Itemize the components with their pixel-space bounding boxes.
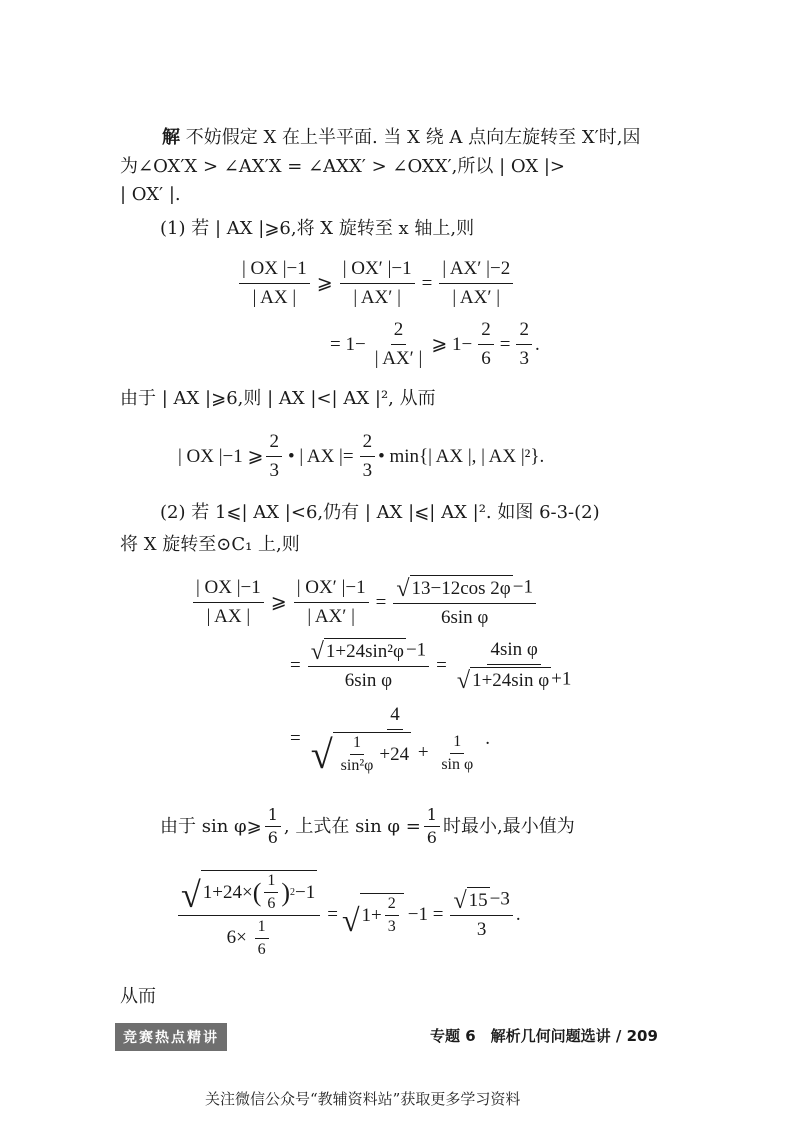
fraction: $\frac{2}{3}$ (360, 430, 376, 483)
fraction: $\frac{2}{3}$ (516, 318, 532, 371)
fraction: $\frac{| OX |-1}{| AX |}$ (239, 257, 310, 310)
part2-equation-3: = 4 √ $\frac{1}{\text{sin²φ}}$ +24 + $\frac{1}{\text{sin φ}}$ . (290, 704, 490, 777)
fraction: $\frac{1}{6}$ (265, 806, 281, 847)
intro-text-1: 不妨假定 X 在上半平面. 当 X 绕 A 点向左旋转至 X′时,因 (185, 127, 641, 148)
part2-heading: (2) 若 1⩽| AX |<6,仍有 | AX |⩽| AX |². 如图 6-3-(2) (160, 502, 600, 523)
radical: √ 1+24sin²φ (310, 639, 404, 665)
intro-text-2: 为∠OX′X > ∠AX′X = ∠AXX′ > ∠OXX′,所以 | OX |> (120, 156, 565, 177)
intro-text-3: | OX′ |. (120, 184, 181, 205)
part2-equation-1: $\frac{| OX |-1}{| AX |}$ ⩾ $\frac{| OX' |-1}{| AX' |}$ = √ 13−12cos 2φ −1 6sin φ (190, 575, 539, 630)
fraction: 4sin φ √ 1+24sin φ +1 (456, 639, 572, 694)
watermark-text: 关注微信公众号“教辅资料站”获取更多学习资料 (205, 1090, 521, 1108)
fraction: 4 √ $\frac{1}{\text{sin²φ}}$ +24 + $\frac{1}{\text{sin φ}}$ (308, 703, 483, 775)
part2-equation-4: √ 1+24× ( $\frac{1}{6}$ ) 2 −1 6× $\frac{1}{6}$ = √ 1+ $\frac{2}{3}$ −1 = √ 15 −3 3 . (175, 870, 521, 959)
radical: √ 1+ $\frac{2}{3}$ (342, 893, 404, 936)
section-badge: 竞赛热点精讲 (115, 1023, 227, 1051)
fraction: $\frac{| OX' |-1}{| AX' |}$ (340, 257, 415, 310)
fraction: $\frac{| OX' |-1}{| AX' |}$ (294, 576, 369, 629)
fraction: √ 1+24× ( $\frac{1}{6}$ ) 2 −1 6× $\frac{1}{6}$ (178, 870, 320, 959)
fraction: $\frac{| AX' |-2}{| AX' |}$ (439, 257, 513, 310)
part2-heading-2: 将 X 旋转至⊙C₁ 上,则 (120, 534, 300, 555)
fraction: $\frac{2}{6}$ (478, 318, 494, 371)
part1-heading: (1) 若 | AX |⩾6,将 X 旋转至 x 轴上,则 (160, 218, 475, 239)
fraction: √ 13−12cos 2φ −1 6sin φ (393, 575, 536, 630)
radical: √ 1+24sin φ (456, 668, 550, 694)
page-running-footer: 专题 6 解析几何问题选讲 / 209 (430, 1027, 658, 1045)
radical: √ $\frac{1}{\text{sin²φ}}$ +24 (310, 732, 410, 777)
fraction: $\frac{1}{\text{sin φ}}$ (441, 733, 474, 773)
part1-equation-2: = 1− $\frac{2}{| AX' |}$ ⩾ 1− $\frac{2}{6}$ = $\frac{2}{3}$ . (330, 319, 540, 369)
fraction: $\frac{2}{3}$ (266, 430, 282, 483)
thus-text: 从而 (120, 986, 156, 1007)
part2-equation-2: = √ 1+24sin²φ −1 6sin φ = 4sin φ √ 1+24sin φ +1 (290, 638, 577, 693)
fraction: $\frac{2}{| AX' |}$ (374, 319, 423, 369)
fraction: $\frac{1}{6}$ (255, 918, 269, 959)
fraction: $\frac{1}{6}$ (264, 872, 278, 913)
radical: √ 15 (453, 888, 488, 914)
fraction: √ 15 −3 3 (450, 887, 512, 942)
fraction: $\frac{1}{6}$ (424, 806, 440, 847)
part1-equation-3: | OX |−1 ⩾ $\frac{2}{3}$ • | AX |= $\frac{2}{3}$ • min{| AX |, | AX |²}. (178, 431, 545, 481)
solution-label: 解 (162, 127, 180, 148)
part1-equation-1: $\frac{| OX |-1}{| AX |}$ ⩾ $\frac{| OX' |-1}{| AX' |}$ = $\frac{| AX' |-2}{| AX' |}$ (236, 257, 516, 310)
fraction: $\frac{| OX |-1}{| AX |}$ (193, 576, 264, 629)
fraction: √ 1+24sin²φ −1 6sin φ (308, 638, 429, 693)
fraction: $\frac{2}{3}$ (385, 895, 399, 936)
radical: √ 1+24× ( $\frac{1}{6}$ ) 2 −1 (181, 872, 316, 915)
solution-intro-line-1 (162, 123, 640, 153)
part2-since-line: 由于 sin φ⩾ $\frac{1}{6}$ , 上式在 sin φ = $\frac{1}{6}$ 时最小,最小值为 (160, 805, 575, 847)
radical: √ 13−12cos 2φ (396, 576, 511, 602)
part1-since-line: 由于 | AX |⩾6,则 | AX |<| AX |², 从而 (120, 388, 436, 409)
fraction: $\frac{1}{\text{sin²φ}}$ (340, 734, 374, 774)
